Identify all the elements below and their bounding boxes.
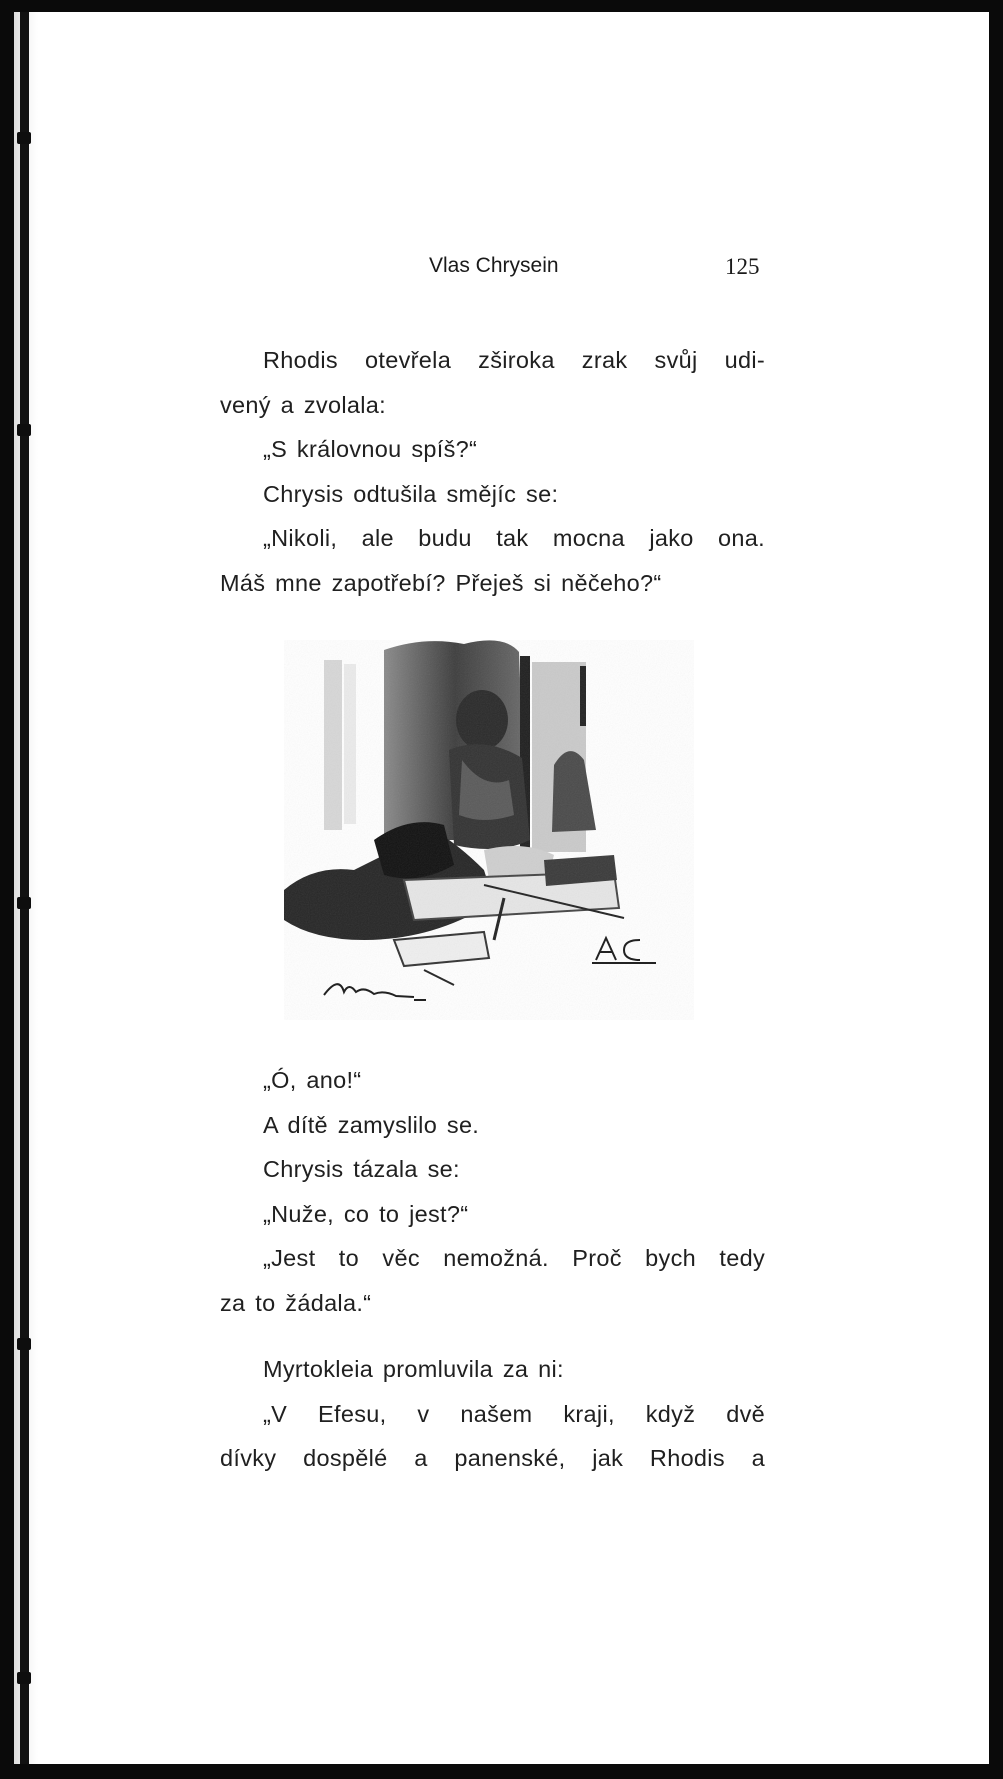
text-line: vený a zvolala: (220, 391, 386, 418)
text-block-top (220, 338, 765, 605)
text-line: Rhodis otevřela zširoka zrak svůj udi- (263, 347, 765, 373)
text-line: dívky dospělé a panenské, jak Rhodis a (220, 1445, 765, 1471)
text-line: „V Efesu, v našem kraji, když dvě (263, 1400, 765, 1427)
text-line: „Nuže, co to jest?“ (263, 1200, 469, 1227)
text-line: Chrysis tázala se: (263, 1156, 460, 1182)
binding-stitch (17, 1338, 31, 1350)
binding-stitch (17, 897, 31, 909)
text-line: „S královnou spíš?“ (263, 436, 478, 462)
engraving-image (284, 640, 694, 1020)
binding-stitch (17, 1672, 31, 1684)
text-line: „Nikoli, ale budu tak mocna jako ona. (263, 525, 765, 551)
page-number: 125 (725, 254, 760, 279)
binding-stitch (17, 132, 31, 144)
book-page (14, 12, 989, 1764)
text-line: Máš mne zapotřebí? Přeješ si něčeho?“ (220, 569, 662, 596)
text-line: Chrysis odtušila smějíc se: (263, 480, 559, 507)
text-line: A dítě zamyslilo se. (263, 1111, 480, 1138)
text-line: za to žádala.“ (220, 1289, 372, 1316)
running-title: Vlas Chrysein (429, 254, 559, 277)
text-line: Myrtokleia promluvila za ni: (263, 1356, 564, 1382)
text-line: „Ó, ano!“ (263, 1067, 362, 1093)
illustration-engraving (284, 640, 694, 1020)
running-header (14, 254, 989, 286)
text-block-bottom (220, 1058, 765, 1481)
binding-stitch (17, 424, 31, 436)
paragraph-gap (220, 1325, 765, 1347)
text-line: „Jest to věc nemožná. Proč bych tedy (263, 1245, 765, 1271)
